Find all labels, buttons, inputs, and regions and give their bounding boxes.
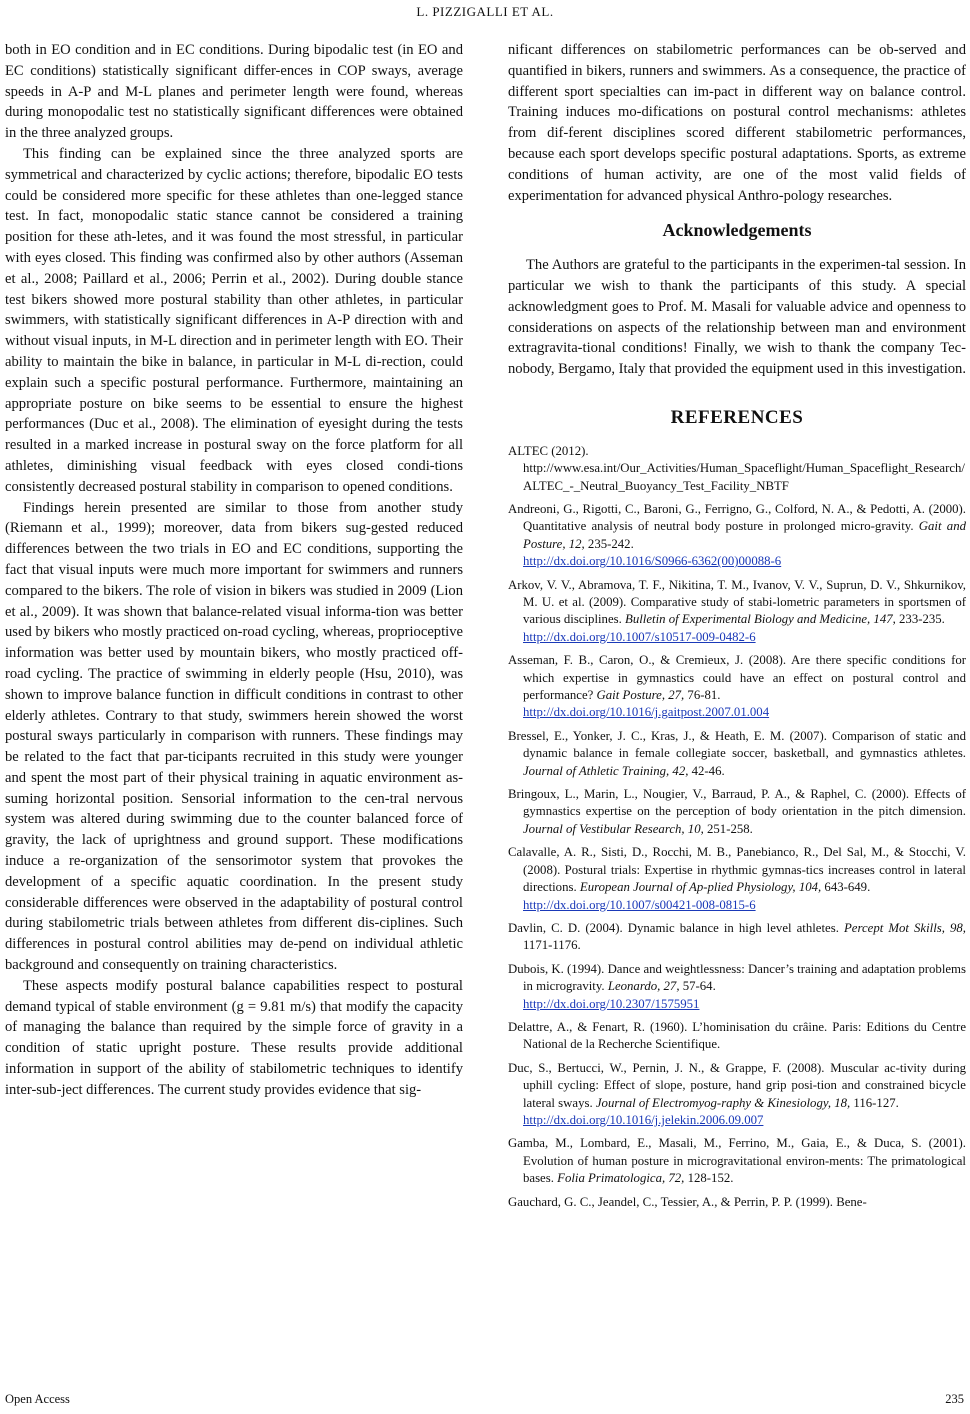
reference-item xyxy=(508,652,966,722)
reference-doi-link[interactable]: http://dx.doi.org/10.1016/j.jelekin.2006.09.007 xyxy=(523,1112,764,1127)
reference-pages: 57-64. xyxy=(679,979,716,994)
reference-doi-link[interactable]: http://dx.doi.org/10.1016/j.gaitpost.2007.01.004 xyxy=(523,705,770,720)
reference-text: ALTEC (2012). xyxy=(508,443,589,458)
reference-pages: 643-649. xyxy=(821,880,871,895)
reference-journal: Journal of Electromyog-raphy & Kinesiology, 18, xyxy=(595,1095,851,1110)
reference-doi-link[interactable]: http://dx.doi.org/10.1007/s00421-008-0815-6 xyxy=(523,897,756,912)
reference-doi-link[interactable]: http://dx.doi.org/10.1007/s10517-009-0482-6 xyxy=(523,629,756,644)
reference-journal: Percept Mot Skills, 98, xyxy=(843,920,966,935)
reference-journal: Leonardo, 27, xyxy=(607,979,680,994)
reference-pages: 1171-1176. xyxy=(523,938,581,953)
reference-item xyxy=(508,920,966,955)
reference-doi-link[interactable]: http://dx.doi.org/10.2307/1575951 xyxy=(523,996,700,1011)
reference-doi-link[interactable]: http://dx.doi.org/10.1016/S0966-6362(00)00088-6 xyxy=(523,554,782,569)
reference-pages: 251-258. xyxy=(703,821,753,836)
reference-item xyxy=(508,786,966,838)
reference-journal: Journal of Vestibular Research, 10, xyxy=(523,821,704,836)
reference-text: Bringoux, L., Marin, L., Nougier, V., Barraud, P. A., & Raphel, C. (2000). Effects of gymnastics expertise on the perception of body orientation in the pitch dimension. xyxy=(508,787,966,819)
reference-journal: Journal of Athletic Training, 42, xyxy=(523,763,689,778)
reference-journal: Folia Primatologica, 72, xyxy=(557,1171,685,1186)
left-column xyxy=(5,40,463,1101)
reference-pages: 116-127. xyxy=(850,1095,899,1110)
reference-item xyxy=(508,1060,966,1130)
reference-item xyxy=(508,501,966,571)
reference-item xyxy=(508,844,966,914)
references-heading: REFERENCES xyxy=(670,406,804,428)
reference-text: Delattre, A., & Fenart, R. (1960). L’hominisation du crâine. Paris: Editions du Centre National de la Recherche Scientifique. xyxy=(508,1019,966,1052)
acknowledgements-heading: Acknowledgements xyxy=(662,220,812,241)
body-paragraph: This finding can be explained since the three analyzed sports are symmetrical and characterized by cyclic actions; therefore, bipodalic EO tests could be considered more specific for these athletes than one-legged stance test. In fact, monopodalic static stance cannot be considered a training position for these ath-letes, and it was found the most stressful, in particular with eyes closed. This finding was confirmed also by other authors (Asseman et al., 2008; Paillard et al., 2006; Perrin et al., 2002). During double stance test bikers showed more postural stability than other athletes, in particular swimmers, with statistically significant differences in A-P direction with and without visual inputs, in M-L direction and in perimeter length with EO. Their ability to maintain the bike in balance, in particular in M-L di-rection, could explain such a specific postural performance. Furthermore, maintaining an appropriate posture on bike seems to be essential to ensure the highest performances (Duc et al., 2008). The elimination of eyesight during the tests resulted in a marked increase in postural sway on the force platform for all athletes, diminishing visual feedback with eyes closed condi-tions consistently decreased postural stability in comparison to opened conditions. xyxy=(5,145,463,495)
reference-text: Andreoni, G., Rigotti, C., Baroni, G., Ferrigno, G., Colford, N. A., & Pedotti, A. (2000). Quantitative analysis of neutral body posture in prolonged micro-gravity. xyxy=(508,501,966,534)
reference-journal: Gait Posture, 27, xyxy=(596,688,685,703)
body-paragraph: nificant differences on stabilometric performances can be ob-served and quantified in bikers, runners and swimmers. As a consequence, the practice of different sport specialties can im-pact in different way on balance control. Training induces mo-difications on postural control mechanisms: athletes from dif-ferent disciplines scored different stabilometric performances, because each sport develops specific postural adaptations. Sports, as extreme conditions of human activity, are one of the most valid fields of experimentation for advanced physical Anthro-pology researches. xyxy=(508,42,966,204)
reference-item xyxy=(508,728,966,780)
reference-pages: 42-46. xyxy=(688,763,725,778)
acknowledgements-text: The Authors are grateful to the participants in the experimen-tal session. In particular we wish to thank the participants of this study. A special acknowledgment goes to Prof. M. Masali for valuable advice and openness to considerations on aspects of the relationship between man and environment extragravita-tional conditions! Finally, we wish to thank the company Tec-nobody, Bergamo, Italy that provided the equipment used in this investigation. xyxy=(508,257,967,378)
reference-item xyxy=(508,1194,966,1211)
reference-journal: Bulletin of Experimental Biology and Medicine, 147, xyxy=(625,612,896,627)
reference-url: http://www.esa.int/Our_Activities/Human_Spaceflight/Human_Spaceflight_Research/ALTEC_-_Neutral_Buoyancy_Test_Facility_NBTF xyxy=(523,461,965,493)
reference-item xyxy=(508,1135,966,1187)
reference-text: Gauchard, G. C., Jeandel, C., Tessier, A., & Perrin, P. P. (1999). Bene- xyxy=(508,1194,867,1209)
reference-pages: 233-235. xyxy=(895,612,945,627)
reference-text: Asseman, F. B., Caron, O., & Cremieux, J. (2008). Are there specific conditions for which expertise in gymnastics could have an effect on postural control and performance? xyxy=(508,653,966,703)
right-column xyxy=(508,40,966,1217)
reference-text: Davlin, C. D. (2004). Dynamic balance in high level athletes. xyxy=(508,920,844,935)
reference-journal: Gait and Posture, 12, xyxy=(523,519,966,551)
body-paragraph: Findings herein presented are similar to those from another study (Riemann et al., 1999); moreover, data from bikers sug-gested reduced differences between the two trials in EO and EC conditions, supporting the fact that visual inputs were much more important for swimmers and runners compared to the bikers. The role of vision in bikers was studied in 2009 (Lion et al., 2009). It was shown that balance-related visual informa-tion was better used by bikers who mostly practiced on-road cycling, whereas, proprioceptive information was better used by mountain bikers, who mostly practiced off-road cycling. The practice of swimming in elderly people (Hsu, 2010), was shown to improve balance function in difficult conditions in contrast to other elderly athletes. Contrary to that study, swimmers herein showed the worst postural sways particularly in comparison with runners. These findings may be related to the fact that par-ticipants recruited in this study were younger and spent the most part of their physical training in aquatic environment as-suming horizontal position. Sensorial information to the cen-tral nervous system was altered during swimming due to the counter balanced force of gravity, the lack of uprightness and ground support. These modifications induce a re-organization of the sensorimotor system that provokes the development of a specific aquatic coordination. In the present study considerable differences were observed in the adaptability of postural control during stabilometric trials between athletes from different dis-ciplines. Such differences in postural control abilities may de-pend on individual athletic background and consequently on training characteristics. xyxy=(5,499,463,974)
reference-pages: 128-152. xyxy=(684,1171,734,1186)
body-paragraph: These aspects modify postural balance capabilities respect to postural demand typical of stable environment (g = 9.81 m/s) that modify the capacity of managing the balance than required by the simple force of gravity in a condition of static upright posture. These results provide additional information in support of the ability of stabilometric techniques to identify inter-sub-ject differences. The current study provides evidence that sig- xyxy=(5,977,463,1098)
reference-item xyxy=(508,961,966,1013)
page-number: 235 xyxy=(945,1392,964,1406)
reference-item xyxy=(508,577,966,647)
reference-text: Bressel, E., Yonker, J. C., Kras, J., & Heath, E. M. (2007). Comparison of static and dynamic balance in female collegiate soccer, basketball, and gymnastics athletes. xyxy=(508,728,966,761)
reference-item xyxy=(508,443,966,495)
body-paragraph: both in EO condition and in EC conditions. During bipodalic test (in EO and EC conditions) statistically significant differ-ences in COP sways, average speeds in A-P and M-L planes and perimeter length were found, whereas during monopodalic test no statistically significant differences were obtained in the three analyzed groups. xyxy=(5,42,463,142)
reference-pages: 76-81. xyxy=(684,688,721,703)
reference-text: Calavalle, A. R., Sisti, D., Rocchi, M. B., Panebianco, R., Del Sal, M., & Stocchi, V. (2008). Postural trials: Expertise in rhythmic gymnas-tics increases control in lateral directions. xyxy=(508,845,966,895)
reference-pages: 235-242. xyxy=(584,536,634,551)
reference-journal: European Journal of Ap-plied Physiology, 104, xyxy=(579,880,822,895)
running-head: L. PIZZIGALLI ET AL. xyxy=(416,4,554,19)
footer-open-access: Open Access xyxy=(5,1392,70,1406)
reference-text: Arkov, V. V., Abramova, T. F., Nikitina, T. M., Ivanov, V. V., Suprun, D. V., Shkurnikov, M. U. et al. (2009). Comparative study of stabi-lometric parameters in sportsmen of various disciplines. xyxy=(508,577,966,627)
reference-text: Dubois, K. (1994). Dance and weightlessness: Dancer’s training and adaptation problems in microgravity. xyxy=(508,961,966,994)
reference-item xyxy=(508,1019,966,1054)
reference-list xyxy=(508,443,966,1211)
reference-text: Gamba, M., Lombard, E., Masali, M., Ferrino, M., Gaia, E., & Duca, S. (2001). Evolution of human posture in microgravitational environ-ments: The primatological bases. xyxy=(508,1136,966,1186)
reference-text: Duc, S., Bertucci, W., Pernin, J. N., & Grappe, F. (2008). Muscular ac-tivity during uphill cycling: Effect of slope, posture, hand grip posi-tion and constrained bicycle lateral sways. xyxy=(508,1060,966,1110)
